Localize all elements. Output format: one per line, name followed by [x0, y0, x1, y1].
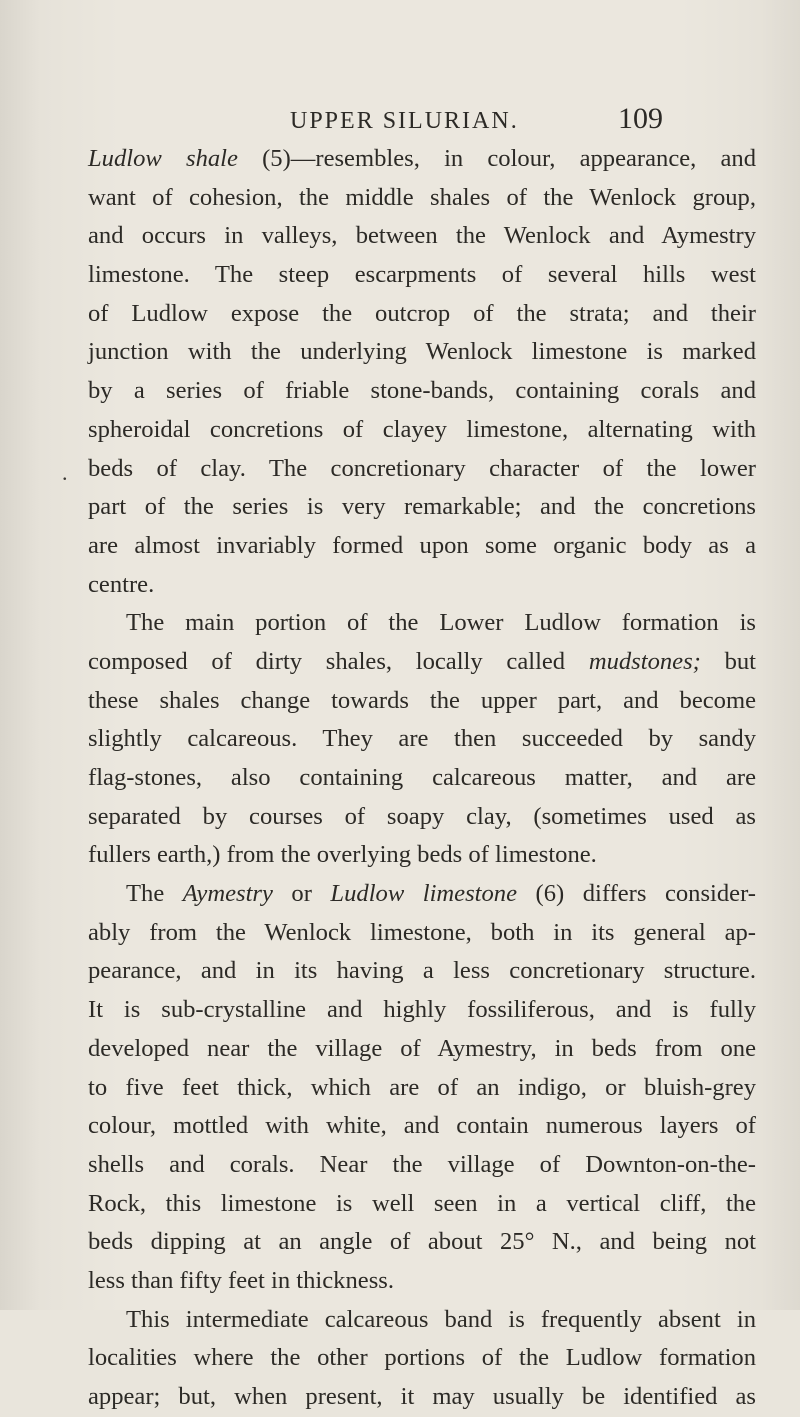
text-line [88, 1262, 756, 1301]
text-run: fullers earth,) from the overlying beds of limestone. [88, 841, 597, 869]
text-line [88, 604, 756, 643]
text-run: (6) differs consider- [517, 880, 756, 908]
text-run: junction with the underlying Wenlock limestone is marked [88, 338, 756, 366]
text-line [88, 682, 756, 721]
text-run: composed of dirty shales, locally called [88, 647, 589, 675]
text-line [88, 1223, 756, 1262]
text-line [88, 1185, 756, 1224]
text-line [88, 411, 756, 450]
text-run: beds dipping at an angle of about 25° N., and being not [88, 1228, 756, 1256]
text-line [88, 914, 756, 953]
text-run: pearance, and in its having a less concretionary structure. [88, 957, 756, 985]
text-line [88, 1146, 756, 1185]
text-line [88, 566, 756, 605]
text-run: centre. [88, 570, 155, 598]
text-line [88, 952, 756, 991]
text-run: flag-stones, also containing calcareous matter, and are [88, 764, 756, 791]
text-run: developed near the village of Aymestry, in beds from one [88, 1034, 756, 1062]
text-run: part of the series is very remarkable; and the concretions [88, 493, 756, 521]
text-run: or [272, 880, 331, 908]
italic-text: Aymestry [182, 880, 273, 908]
margin-mark: . [62, 460, 68, 485]
text-run: The [126, 880, 183, 908]
italic-text: Ludlow shale [88, 145, 238, 172]
text-run: slightly calcareous. They are then succeeded by sandy [88, 725, 756, 753]
body-text [88, 140, 756, 1417]
text-line [88, 1301, 756, 1340]
text-line [88, 875, 756, 914]
text-run: shells and corals. Near the village of Downton-on-the- [88, 1150, 756, 1178]
text-line [88, 759, 756, 798]
text-run: colour, mottled with white, and contain numerous layers of [88, 1112, 756, 1140]
text-line [88, 179, 756, 218]
text-line [88, 527, 756, 566]
text-line [88, 217, 756, 256]
text-run: ably from the Wenlock limestone, both in its general ap- [88, 918, 756, 946]
text-line [88, 295, 756, 334]
text-line [88, 488, 756, 527]
text-line [88, 1107, 756, 1146]
text-run: want of cohesion, the middle shales of the Wenlock group, [88, 183, 756, 211]
text-line [88, 991, 756, 1030]
text-line [88, 836, 756, 875]
text-line [88, 1069, 756, 1108]
text-run: localities where the other portions of the Ludlow formation [88, 1344, 756, 1372]
text-run: The main portion of the Lower Ludlow formation is [126, 609, 756, 637]
text-line [88, 256, 756, 295]
text-run: separated by courses of soapy clay, (sometimes used as [88, 802, 756, 830]
text-run: spheroidal concretions of clayey limestone, alternating with [88, 415, 756, 443]
text-line [88, 1030, 756, 1069]
text-run: to five feet thick, which are of an indigo, or bluish-grey [88, 1073, 756, 1101]
text-run: but [700, 647, 756, 675]
italic-text: Ludlow limestone [330, 880, 517, 908]
text-run: less than fifty feet in thickness. [88, 1266, 394, 1294]
text-run: (5)—resembles, in colour, appearance, and [237, 145, 756, 172]
italic-text: mudstones; [588, 647, 701, 675]
text-run: these shales change towards the upper part, and become [88, 686, 756, 714]
text-run: appear; but, when present, it may usually be identified as [88, 1383, 756, 1410]
text-line [88, 140, 756, 179]
text-line [88, 643, 756, 682]
text-run: beds of clay. The concretionary character of the lower [88, 454, 756, 482]
page-header [0, 100, 800, 140]
text-run: of Ludlow expose the outcrop of the strata; and their [88, 299, 756, 327]
text-run: and occurs in valleys, between the Wenlock and Aymestry [88, 222, 756, 250]
page-number: 109 [618, 102, 663, 135]
text-line [88, 372, 756, 411]
text-line [88, 798, 756, 837]
text-run: limestone. The steep escarpments of several hills west [88, 261, 756, 289]
text-run: by a series of friable stone-bands, containing corals and [88, 377, 756, 405]
running-title: UPPER SILURIAN. [290, 108, 519, 134]
text-run: are almost invariably formed upon some organic body as a [88, 531, 756, 559]
text-run: It is sub-crystalline and highly fossiliferous, and is fully [88, 996, 756, 1024]
text-line [88, 1339, 756, 1378]
text-line [88, 333, 756, 372]
text-run: This intermediate calcareous band is frequently absent in [126, 1305, 756, 1333]
text-line [88, 450, 756, 489]
text-line [88, 1378, 756, 1417]
text-line [88, 720, 756, 759]
text-run: Rock, this limestone is well seen in a vertical cliff, the [88, 1189, 756, 1217]
